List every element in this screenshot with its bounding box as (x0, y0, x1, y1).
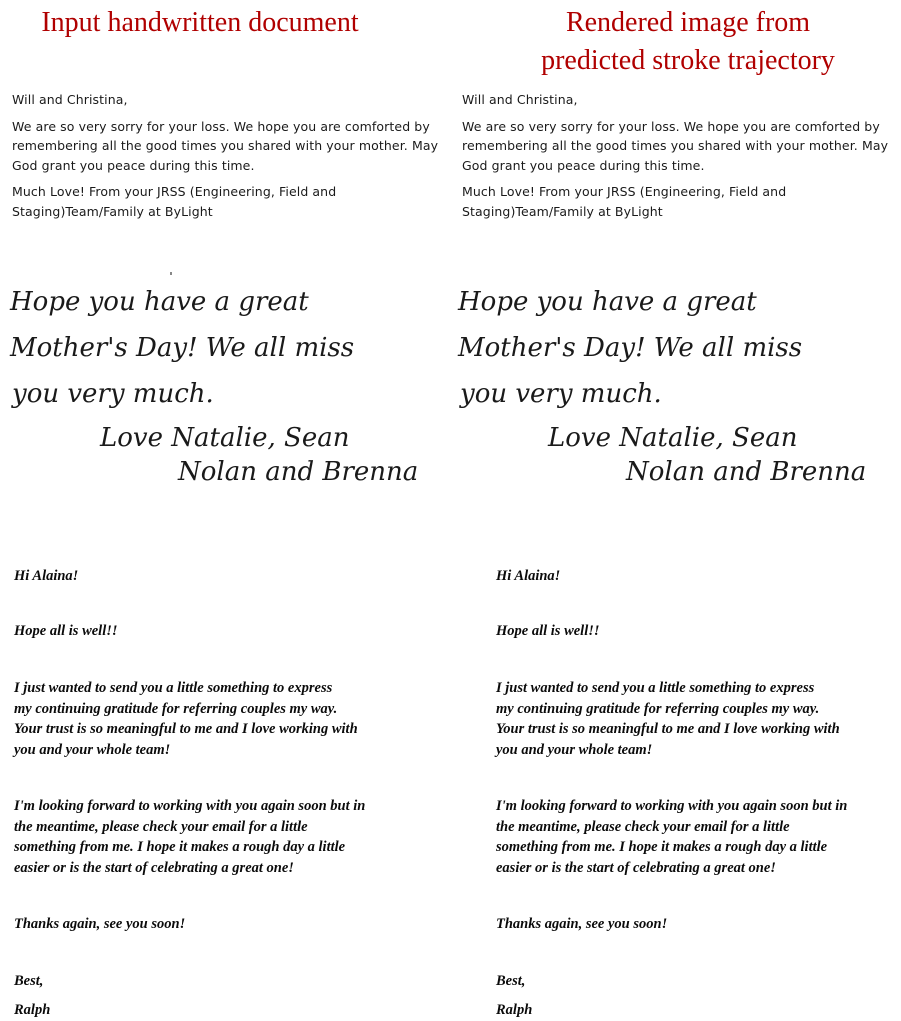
sample2-line: Love Natalie, Sean (548, 423, 798, 453)
rendered-heading (463, 4, 901, 80)
sample3-para1-line: you and your whole team! (496, 741, 653, 758)
sample1-para1-line: God grant you peace during this time. (462, 157, 705, 173)
sample2-line: Hope you have a great (458, 287, 757, 317)
sample2-line: you very much. (460, 379, 662, 409)
sample1-para1-line: remembering all the good times you shared with your mother. May (462, 138, 889, 153)
sample1-para2-line: Staging)Team/Family at ByLight (462, 203, 663, 219)
sample3-para2-line: easier or is the start of celebrating a great one! (14, 859, 294, 876)
sample3-para1-line: I just wanted to send you a little something to express (14, 680, 333, 696)
sample3-line2: Hope all is well!! (14, 622, 118, 639)
sample1-rendered-letter (462, 90, 889, 228)
sample3-greeting: Hi Alaina! (14, 568, 79, 584)
sample3-para2-line: something from me. I hope it makes a rough day a little (496, 839, 828, 855)
sample1-para2-line: Much Love! From your JRSS (Engineering, Field and (12, 184, 337, 199)
sample3-line2: Hope all is well!! (496, 622, 600, 639)
sample3-para2-line: I'm looking forward to working with you again soon but in (496, 798, 848, 814)
sample3-signature: Ralph (496, 1002, 533, 1018)
sample3-para1-line: you and your whole team! (14, 741, 171, 758)
input-column (0, 0, 450, 1021)
stray-mark (170, 272, 172, 275)
sample3-para1-line: Your trust is so meaningful to me and I love working with (14, 721, 358, 737)
sample3-para1-line: Your trust is so meaningful to me and I love working with (496, 721, 840, 737)
sample1-greeting: Will and Christina, (462, 92, 578, 107)
sample3-para1-line: my continuing gratitude for referring couples my way. (14, 700, 338, 717)
sample3-thanks: Thanks again, see you soon! (14, 916, 186, 932)
sample3-closing: Best, (14, 972, 44, 989)
sample3-letter (14, 566, 444, 1021)
sample3-para2-line: the meantime, please check your email for a little (14, 818, 308, 835)
sample1-para1-line: God grant you peace during this time. (12, 157, 255, 173)
rendered-column (450, 0, 900, 1021)
sample1-letter (12, 90, 439, 228)
sample1-para1-line: remembering all the good times you shared with your mother. May (12, 138, 439, 153)
input-heading-text: Input handwritten document (41, 7, 359, 38)
sample3-para2-line: easier or is the start of celebrating a great one! (496, 859, 776, 876)
sample2-line: Nolan and Brenna (178, 457, 419, 487)
sample1-para2-line: Much Love! From your JRSS (Engineering, Field and (462, 184, 787, 199)
sample3-greeting: Hi Alaina! (496, 568, 561, 584)
sample1-para1-line: We are so very sorry for your loss. We hope you are comforted by (462, 118, 880, 134)
sample3-para1-line: my continuing gratitude for referring couples my way. (496, 700, 820, 717)
sample2-line: you very much. (12, 379, 214, 409)
sample3-signature: Ralph (14, 1002, 51, 1018)
sample3-para2-line: something from me. I hope it makes a rough day a little (14, 839, 346, 855)
sample2-line: Love Natalie, Sean (100, 423, 350, 453)
rendered-heading-line: predicted stroke trajectory (541, 45, 835, 76)
sample1-para1-line: We are so very sorry for your loss. We hope you are comforted by (12, 118, 430, 134)
sample1-para2-line: Staging)Team/Family at ByLight (12, 203, 213, 219)
input-heading (0, 4, 425, 42)
sample3-para2-line: I'm looking forward to working with you again soon but in (14, 798, 366, 814)
sample3-para2-line: the meantime, please check your email for a little (496, 818, 790, 835)
sample2-line: Mother's Day! We all miss (458, 333, 803, 363)
sample2-line: Hope you have a great (10, 287, 309, 317)
sample3-rendered-letter (496, 566, 901, 1021)
sample3-para1-line: I just wanted to send you a little something to express (496, 680, 815, 696)
sample2-line: Mother's Day! We all miss (10, 333, 355, 363)
sample3-thanks: Thanks again, see you soon! (496, 916, 668, 932)
sample2-line: Nolan and Brenna (626, 457, 867, 487)
rendered-heading-line: Rendered image from (565, 7, 811, 38)
sample3-closing: Best, (496, 972, 526, 989)
sample1-greeting: Will and Christina, (12, 92, 128, 107)
